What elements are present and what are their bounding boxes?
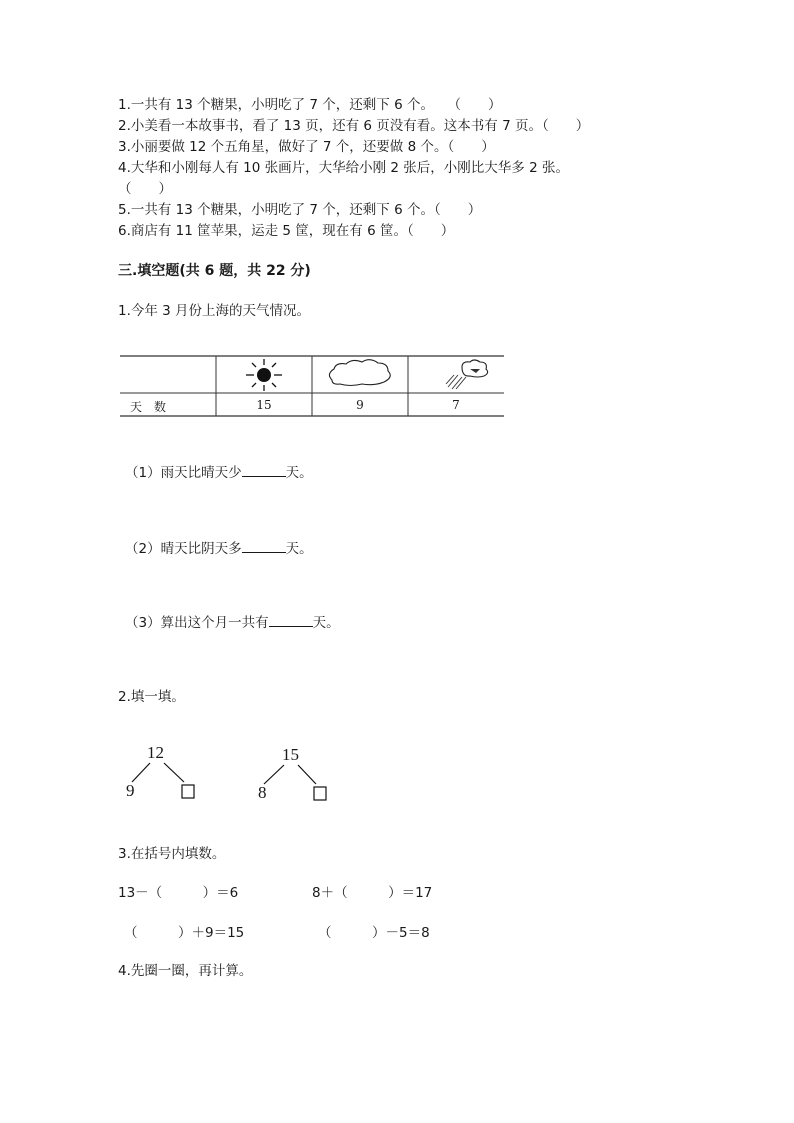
bond-1-part: 9 [126, 781, 135, 800]
sunny-days-value: 15 [256, 398, 272, 412]
subquestion-2-unit: 天。 [285, 541, 313, 557]
judgement-item-6: 6.商店有 11 筐苹果，运走 5 筐，现在有 6 筐。（ ） [118, 223, 455, 239]
subquestion-3-text: （3）算出这个月一共有 [125, 615, 269, 631]
bond-2-part: 8 [258, 783, 267, 802]
subquestion-1-unit: 天。 [285, 465, 313, 481]
equation-3: （ ）＋9＝15 [124, 925, 245, 941]
question-2-title: 2.填一填。 [118, 689, 185, 705]
bond-2-total: 15 [282, 745, 299, 764]
number-bond-1 [120, 743, 210, 805]
section-heading: 三.填空题(共 6 题，共 22 分) [118, 263, 311, 279]
bond-1-total: 12 [147, 743, 164, 762]
judgement-item-4-bracket: （ ） [118, 181, 172, 197]
equation-4: （ ）－5＝8 [318, 925, 430, 941]
subquestion-3 [125, 612, 340, 632]
rain-icon [446, 360, 488, 389]
cloud-icon [329, 360, 390, 386]
weather-table [120, 355, 504, 417]
rainy-days-value: 7 [452, 398, 460, 412]
answer-blank-1[interactable] [242, 462, 286, 477]
cloudy-days-value: 9 [356, 398, 364, 412]
subquestion-1 [125, 462, 313, 482]
subquestion-2-text: （2）晴天比阴天多 [125, 541, 242, 557]
judgement-item-4: 4.大华和小刚每人有 10 张画片，大华给小刚 2 张后，小刚比大华多 2 张。 [118, 160, 569, 176]
judgement-item-2: 2.小美看一本故事书，看了 13 页，还有 6 页没有看。这本书有 7 页。（ ） [118, 118, 590, 134]
question-1-title: 1.今年 3 月份上海的天气情况。 [118, 303, 311, 319]
subquestion-2 [125, 538, 313, 558]
bond-1-answer-box[interactable] [182, 785, 194, 798]
answer-blank-2[interactable] [242, 538, 286, 553]
bond-2-lines [256, 745, 346, 807]
judgement-item-5: 5.一共有 13 个糖果，小明吃了 7 个，还剩下 6 个。（ ） [118, 202, 482, 218]
table-row-label: 天 数 [130, 400, 167, 414]
sun-icon [246, 359, 282, 391]
question-4-title: 4.先圈一圈，再计算。 [118, 963, 253, 979]
equation-1: 13－（ ）＝6 [118, 885, 239, 901]
bond-2-answer-box[interactable] [314, 787, 326, 800]
judgement-item-3: 3.小丽要做 12 个五角星，做好了 7 个，还要做 8 个。（ ） [118, 139, 495, 155]
subquestion-3-unit: 天。 [312, 615, 340, 631]
number-bond-2 [256, 745, 346, 807]
question-3-title: 3.在括号内填数。 [118, 846, 226, 862]
answer-blank-3[interactable] [269, 612, 313, 627]
judgement-item-1: 1.一共有 13 个糖果，小明吃了 7 个，还剩下 6 个。 （ ） [118, 97, 502, 113]
subquestion-1-text: （1）雨天比晴天少 [125, 465, 242, 481]
equation-2: 8＋（ ）＝17 [312, 885, 433, 901]
